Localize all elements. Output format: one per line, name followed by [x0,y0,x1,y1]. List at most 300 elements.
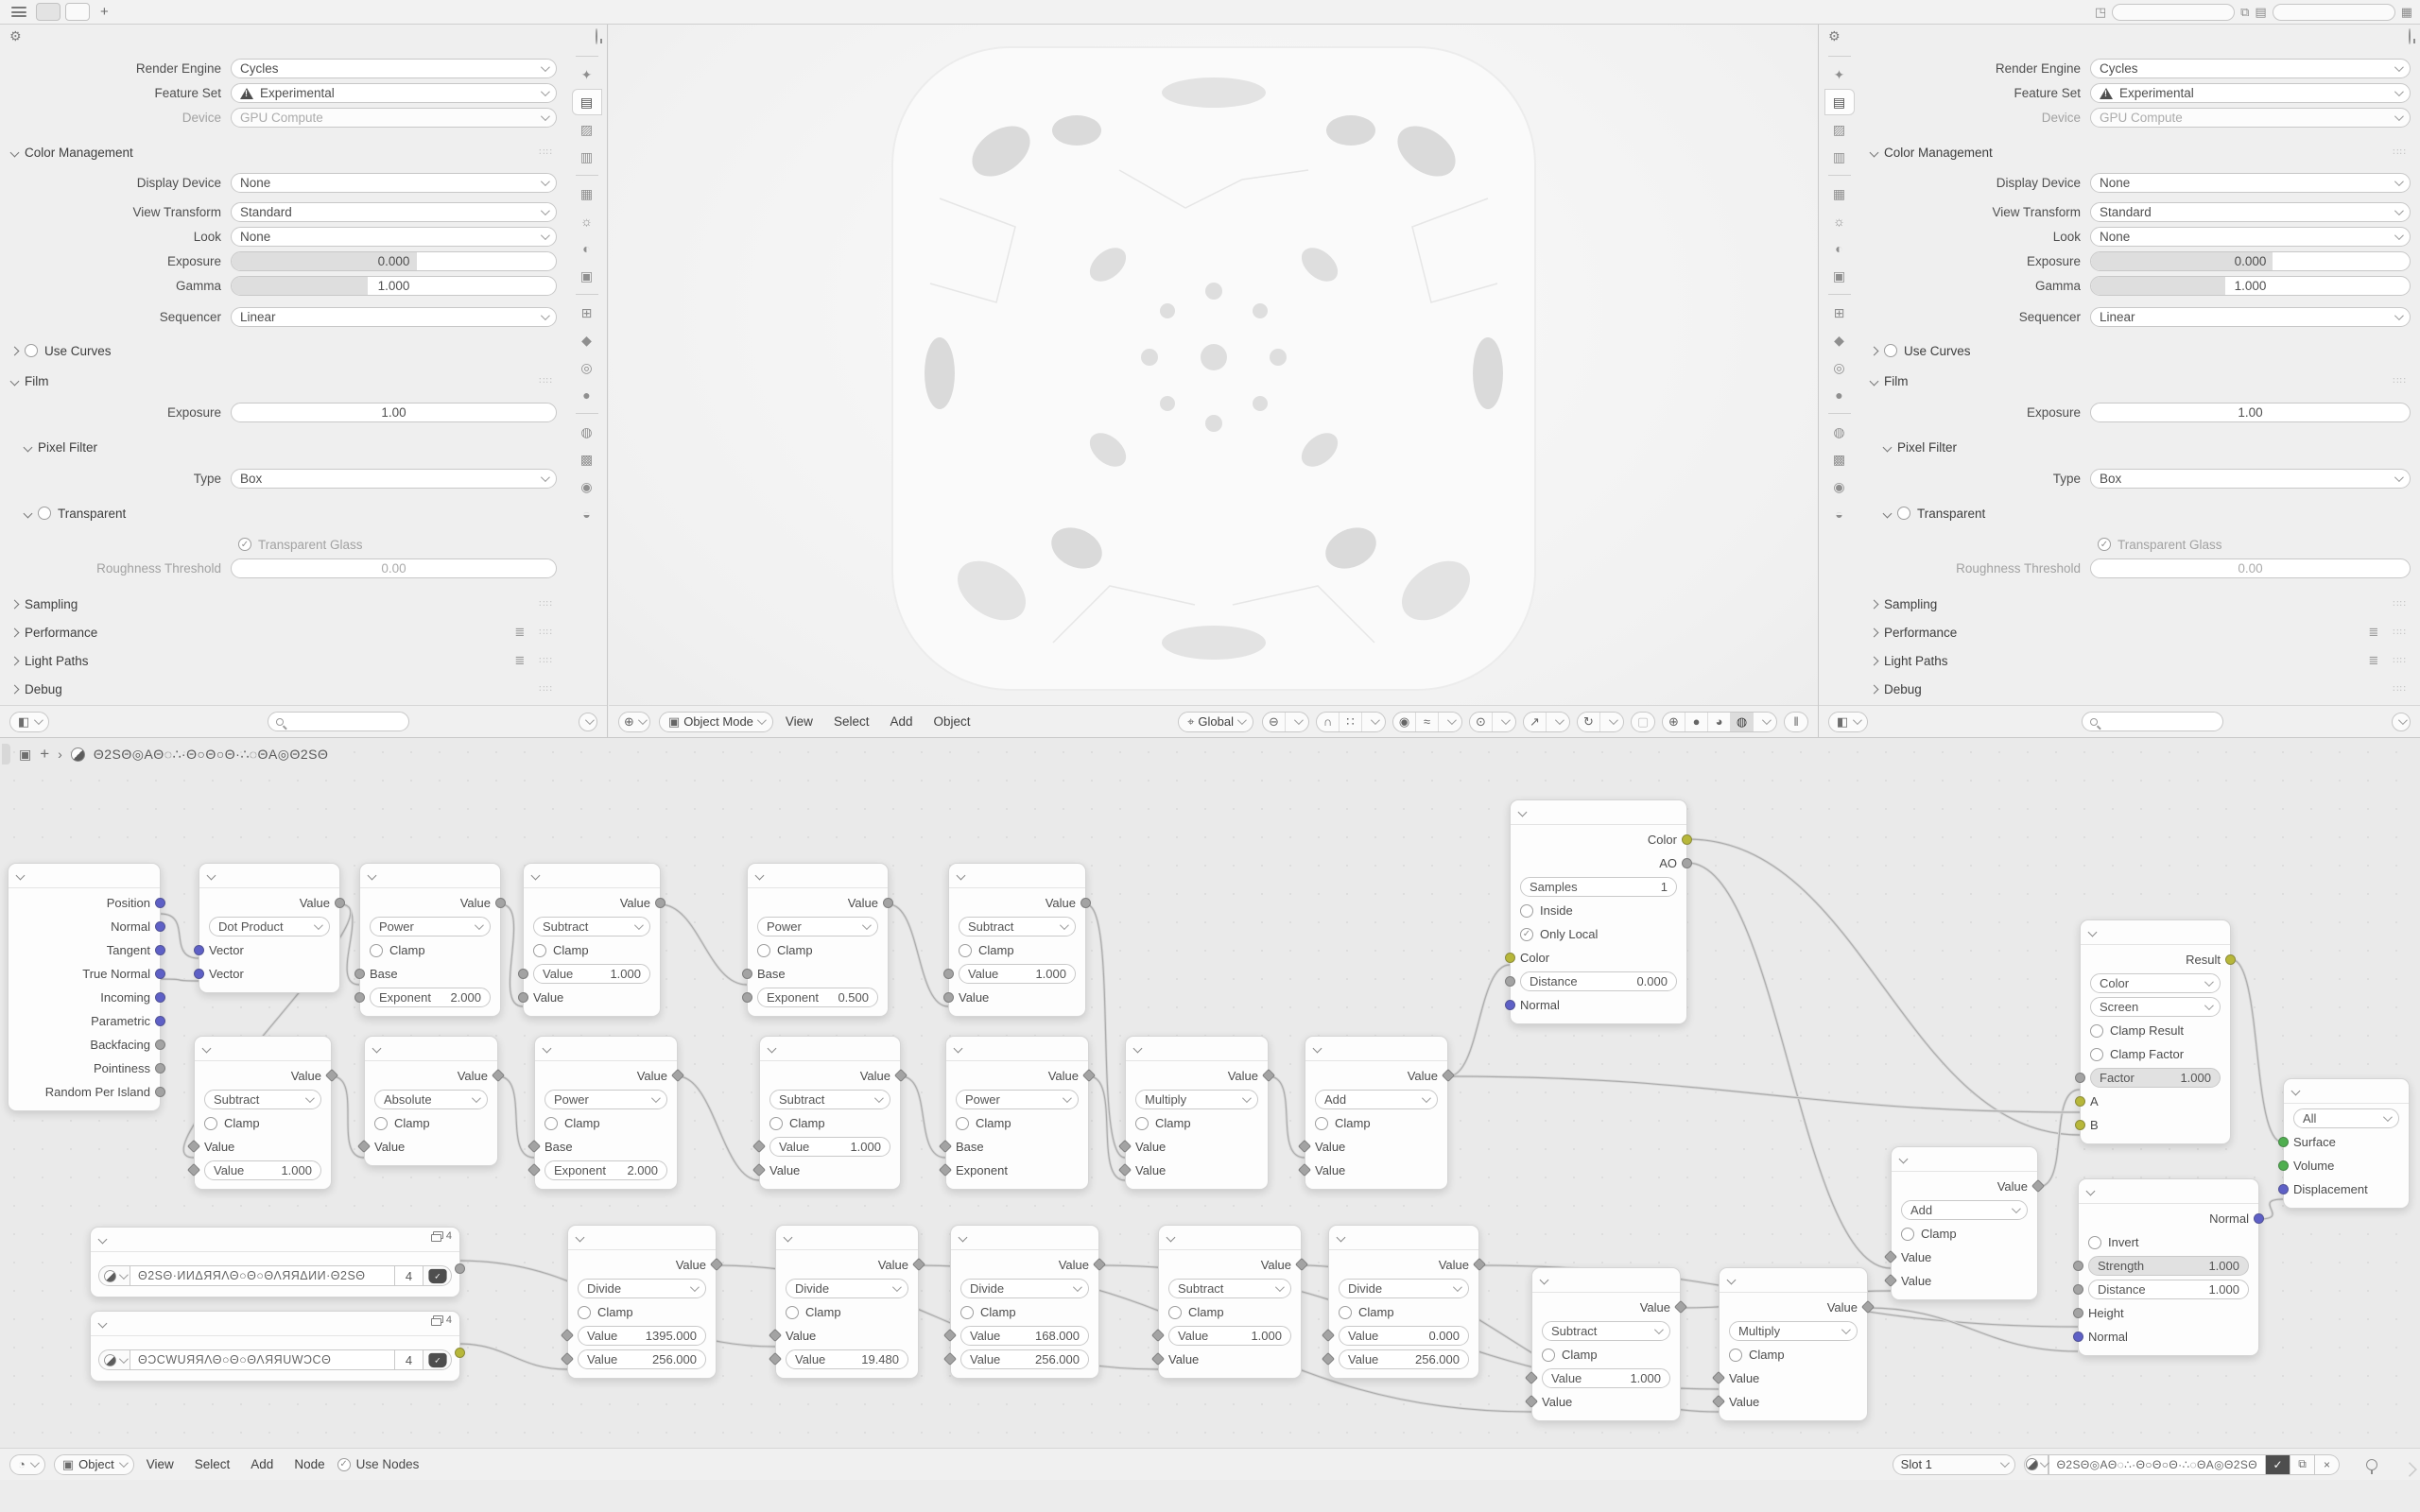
menu-node[interactable]: Node [294,1457,325,1471]
collapse-chevron-icon[interactable] [1540,1276,1549,1285]
section-sampling[interactable] [1859,593,2420,615]
node-math-divide-4[interactable] [1328,1225,1479,1379]
properties-tab-6-icon[interactable]: ◐ [1835,241,1843,256]
unlink-material-icon[interactable]: × [2315,1454,2340,1475]
node-attribute-2[interactable] [90,1311,460,1382]
editor-type-shader-button[interactable] [9,1454,45,1475]
section-film[interactable] [1859,369,2420,392]
subsection-checkbox[interactable] [38,507,51,520]
node-bump[interactable] [2078,1178,2259,1356]
node-number-field[interactable] [1520,877,1677,897]
node-number-field[interactable] [1168,1326,1291,1346]
check-only-local[interactable] [1511,922,1686,946]
properties-tab-0-icon[interactable]: ✦ [1833,66,1845,82]
node-select-multiply[interactable] [1729,1321,1858,1341]
slider-exposure[interactable] [2090,251,2411,271]
check-transparent-glass[interactable] [2098,533,2420,556]
fake-user-shield-icon[interactable]: ✓ [2266,1454,2290,1475]
properties-tab-5-icon[interactable]: ☼ [1833,214,1845,229]
collapse-chevron-icon[interactable] [959,1233,968,1243]
subsection-checkbox[interactable] [1897,507,1910,520]
slider-gamma[interactable] [231,276,557,296]
collapse-chevron-icon[interactable] [954,1044,963,1054]
section-debug[interactable] [0,678,566,700]
node-header[interactable] [91,1312,459,1336]
node-header[interactable] [951,1226,1098,1250]
node-header[interactable] [568,1226,716,1250]
section-performance[interactable] [1859,621,2420,644]
collapse-chevron-icon[interactable] [1313,1044,1322,1054]
shader-context-selector[interactable] [54,1454,134,1475]
node-header[interactable] [760,1037,900,1061]
select-view-transform[interactable] [231,202,557,222]
check-clamp[interactable] [535,1111,677,1135]
node-number-field[interactable] [1520,971,1677,991]
node-math-multiply-2[interactable] [1719,1267,1868,1421]
chevron-down-icon[interactable] [1493,713,1515,731]
properties-tab-14-icon[interactable]: ◉ [580,478,593,494]
node-select-subtract[interactable] [204,1090,321,1109]
chevron-down-icon[interactable] [1600,713,1623,731]
node-header[interactable] [1159,1226,1301,1250]
node-number-field[interactable] [204,1160,321,1180]
node-number-field[interactable] [757,988,878,1007]
chevron-down-icon[interactable] [1362,713,1385,731]
section-light-paths[interactable] [1859,649,2420,672]
chevron-down-icon[interactable] [1547,713,1569,731]
mode-selector[interactable] [659,712,773,732]
check-transparent-glass[interactable] [238,533,566,556]
workspace-tab-1[interactable] [36,3,60,21]
chevron-down-icon[interactable] [1439,713,1461,731]
view-layer-selector[interactable] [2273,4,2395,21]
properties-tab-12-icon[interactable]: ◍ [580,423,593,439]
select-look[interactable] [231,227,557,247]
select-sequencer[interactable] [2090,307,2411,327]
check-invert[interactable] [2079,1230,2258,1254]
properties-tab-8-icon[interactable]: ⊞ [1833,304,1845,320]
collapse-chevron-icon[interactable] [207,871,216,881]
viewport-toggle-icon[interactable]: ↻ [1578,713,1600,731]
collapse-chevron-icon[interactable] [957,871,966,881]
node-math-subtract-2[interactable] [948,863,1086,1017]
slider-gamma[interactable] [2090,276,2411,296]
app-menu-icon[interactable] [11,7,26,17]
node-header[interactable] [1126,1037,1268,1061]
node-header[interactable] [365,1037,497,1061]
slider-exposure[interactable] [231,251,557,271]
editor-type-button[interactable] [9,712,49,732]
search-input[interactable] [2082,712,2223,731]
new-material-copy-icon[interactable]: ⧉ [2290,1454,2315,1475]
list-icon[interactable]: ≣ [2368,653,2379,667]
node-header[interactable] [776,1226,918,1250]
properties-tab-5-icon[interactable]: ☼ [580,214,593,229]
check-clamp[interactable] [1305,1111,1447,1135]
properties-tab-6-icon[interactable]: ◐ [582,241,591,256]
node-number-field[interactable] [370,988,491,1007]
select-view-transform[interactable] [2090,202,2411,222]
collapse-chevron-icon[interactable] [768,1044,777,1054]
node-number-field[interactable] [960,1326,1089,1346]
properties-tab-2-icon[interactable]: ▨ [1832,121,1846,137]
subsection-transparent[interactable] [0,502,566,524]
menu-select[interactable]: Select [194,1457,231,1471]
render-view-icon[interactable]: ▦ [2400,4,2412,19]
properties-tab-9-icon[interactable]: ◆ [581,332,592,348]
viewport-toggle-icon[interactable]: ∷ [1340,713,1362,731]
section-color-management[interactable] [1859,141,2420,163]
viewport-toggle-icon[interactable]: ≈ [1416,713,1439,731]
collapse-chevron-icon[interactable] [16,871,26,881]
copy-scene-icon[interactable]: ⧉ [2240,4,2250,19]
node-header[interactable] [91,1228,459,1252]
attribute-data-icon[interactable] [98,1265,130,1286]
field-exposure[interactable] [231,403,557,422]
menu-view[interactable]: View [146,1457,174,1471]
collapse-chevron-icon[interactable] [202,1044,212,1054]
menu-object[interactable]: Object [933,714,971,729]
select-device[interactable] [231,108,557,128]
node-select-subtract[interactable] [959,917,1076,936]
node-ambient-occlusion[interactable] [1510,799,1687,1024]
node-select-power[interactable] [544,1090,667,1109]
subsection-transparent[interactable] [1859,502,2420,524]
properties-tab-14-icon[interactable]: ◉ [1833,478,1845,494]
properties-tab-2-icon[interactable]: ▨ [579,121,594,137]
collapse-chevron[interactable] [2392,713,2411,731]
viewport-toggle-icon[interactable]: ◕ [1708,713,1731,731]
node-select-subtract[interactable] [533,917,650,936]
properties-tab-1-icon[interactable]: ▤ [573,90,601,114]
node-math-power-2[interactable] [747,863,889,1017]
node-number-field[interactable] [1339,1349,1469,1369]
list-icon[interactable]: ≣ [2368,625,2379,639]
check-clamp[interactable] [365,1111,497,1135]
check-clamp[interactable] [524,938,660,962]
node-dot-product[interactable] [199,863,340,993]
check-clamp[interactable] [760,1111,900,1135]
check-clamp[interactable] [776,1300,918,1324]
node-header[interactable] [524,864,660,888]
node-header[interactable] [9,864,160,888]
node-select-divide[interactable] [786,1279,908,1298]
properties-tab-3-icon[interactable]: ▥ [1832,148,1846,164]
browse-material-button[interactable] [2024,1454,2048,1475]
collapse-chevron-icon[interactable] [1133,1044,1143,1054]
node-math-power-4[interactable] [945,1036,1089,1190]
chevron-down-icon[interactable] [1754,713,1776,731]
collapse-chevron-icon[interactable] [543,1044,552,1054]
properties-tab-4-icon[interactable]: ▦ [1832,185,1846,201]
properties-tab-15-icon[interactable]: ◒ [1835,507,1843,522]
subsection-checkbox[interactable] [25,344,38,357]
collapse-chevron-icon[interactable] [2291,1087,2301,1096]
node-math-subtract-5[interactable] [1158,1225,1302,1379]
node-number-field[interactable] [786,1349,908,1369]
pin-icon[interactable] [2409,28,2411,44]
node-select-add[interactable] [1315,1090,1438,1109]
menu-select[interactable]: Select [833,714,870,729]
tool-icon[interactable]: ⚙ [1828,27,1841,43]
collapse-chevron-icon[interactable] [368,871,377,881]
collapse-chevron-icon[interactable] [372,1044,382,1054]
node-select-screen[interactable] [2090,997,2221,1017]
collapse-chevron-icon[interactable] [784,1233,793,1243]
list-icon[interactable]: ≣ [514,625,526,639]
region-handle[interactable] [2,744,10,765]
check-clamp[interactable] [1532,1343,1680,1366]
node-material-output[interactable] [2283,1078,2410,1209]
add-workspace-button[interactable]: + [100,4,109,20]
editor-mode-icon[interactable]: ▣ [19,746,32,762]
node-math-subtract-1[interactable] [523,863,661,1017]
node-select-multiply[interactable] [1135,1090,1258,1109]
node-header[interactable] [946,1037,1088,1061]
node-select-divide[interactable] [1339,1279,1469,1298]
section-debug[interactable] [1859,678,2420,700]
editor-type-button[interactable] [1828,712,1868,732]
menu-add[interactable]: Add [890,714,913,729]
node-number-field[interactable] [2088,1280,2249,1299]
viewport-3d[interactable] [609,25,1818,737]
collapse-chevron-icon[interactable] [576,1233,585,1243]
node-header[interactable] [535,1037,677,1061]
node-header[interactable] [199,864,339,888]
check-clamp[interactable] [949,938,1085,962]
check-clamp[interactable] [946,1111,1088,1135]
use-nodes-checkbox[interactable] [337,1457,420,1471]
check-clamp-factor[interactable] [2081,1042,2230,1066]
viewport-toggle-icon[interactable]: ↗ [1524,713,1547,731]
list-icon[interactable]: ≣ [514,653,526,667]
properties-tab-8-icon[interactable]: ⊞ [580,304,593,320]
check-clamp[interactable] [360,938,500,962]
select-feature-set[interactable] [231,83,557,103]
viewport-toggle-icon[interactable]: ◍ [1731,713,1754,731]
pin-icon[interactable] [596,28,597,44]
collapse-chevron-icon[interactable] [531,871,541,881]
viewport-toggle-icon[interactable]: ◉ [1393,713,1416,731]
node-math-divide-1[interactable] [567,1225,717,1379]
check-clamp[interactable] [1720,1343,1867,1366]
node-header[interactable] [195,1037,331,1061]
transform-orientation-selector[interactable] [1178,712,1253,732]
node-geometry[interactable] [8,863,161,1111]
node-mix-color[interactable] [2080,919,2231,1144]
node-number-field[interactable] [533,964,650,984]
properties-tab-7-icon[interactable]: ▣ [1832,267,1846,284]
check-clamp[interactable] [1892,1222,2037,1246]
viewport-toggle-icon[interactable]: ▢ [1636,713,1650,729]
node-header[interactable] [1892,1147,2037,1172]
node-number-field[interactable] [769,1137,890,1157]
pin-icon[interactable] [2366,1459,2377,1470]
node-number-field[interactable] [1542,1368,1670,1388]
fake-user-shield-button[interactable] [424,1349,452,1370]
editor-type-3d-button[interactable] [618,712,650,732]
node-math-power-3[interactable] [534,1036,678,1190]
subsection-use-curves[interactable] [0,339,566,362]
select-feature-set[interactable] [2090,83,2411,103]
menu-add[interactable]: Add [251,1457,274,1471]
subsection-use-curves[interactable] [1859,339,2420,362]
node-header[interactable] [360,864,500,888]
section-film[interactable] [0,369,566,392]
node-header[interactable] [1511,800,1686,825]
node-math-subtract-4[interactable] [759,1036,901,1190]
select-display-device[interactable] [2090,173,2411,193]
attribute-name-field[interactable]: Θ2SΘ·ИИΔЯЯΛΘ○Θ○ΘΛЯЯΔИИ·Θ2SΘ [130,1265,395,1286]
node-number-field[interactable] [1339,1326,1469,1346]
viewport-toggle-icon[interactable]: ● [1685,713,1708,731]
node-math-subtract-3[interactable] [194,1036,332,1190]
check-inside[interactable] [1511,899,1686,922]
node-select-subtract[interactable] [1542,1321,1670,1341]
viewport-toggle-icon[interactable]: ⊙ [1470,713,1493,731]
collapse-chevron-icon[interactable] [1727,1276,1737,1285]
properties-tab-15-icon[interactable]: ◒ [582,507,591,522]
node-number-field[interactable] [2090,1068,2221,1088]
properties-tab-7-icon[interactable]: ▣ [579,267,594,284]
collapse-chevron-icon[interactable] [1899,1155,1909,1164]
node-number-field[interactable] [578,1349,706,1369]
node-header[interactable] [748,864,888,888]
material-slot-selector[interactable] [1893,1454,2015,1475]
properties-tab-9-icon[interactable]: ◆ [1834,332,1844,348]
viewport-toggle-icon[interactable]: ∩ [1317,713,1340,731]
select-type[interactable] [2090,469,2411,489]
node-select-divide[interactable] [960,1279,1089,1298]
node-select-power[interactable] [956,1090,1079,1109]
collapse-chevron-icon[interactable] [98,1235,108,1245]
node-select-add[interactable] [1901,1200,2028,1220]
select-sequencer[interactable] [231,307,557,327]
collapse-chevron-icon[interactable] [1518,808,1528,817]
section-light-paths[interactable] [0,649,566,672]
node-header[interactable] [1532,1268,1680,1293]
search-input[interactable] [268,712,409,731]
collapse-chevron-icon[interactable] [1167,1233,1176,1243]
node-math-add-2[interactable] [1891,1146,2038,1300]
properties-tab-13-icon[interactable]: ▩ [579,451,594,467]
node-header[interactable] [949,864,1085,888]
properties-tab-13-icon[interactable]: ▩ [1832,451,1846,467]
node-select-all[interactable] [2293,1108,2399,1128]
node-attribute-1[interactable] [90,1227,460,1297]
check-clamp[interactable] [748,938,888,962]
field-roughness-threshold[interactable] [231,558,557,578]
node-header[interactable] [2079,1179,2258,1204]
node-math-absolute[interactable] [364,1036,498,1166]
material-name-field[interactable]: Θ2SΘ◎AΘ◌∴·Θ○Θ○Θ·∴◌ΘA◎Θ2SΘ [2048,1454,2266,1475]
workspace-tab-2[interactable] [65,3,90,21]
properties-tab-11-icon[interactable]: ● [582,387,591,403]
check-clamp[interactable] [1329,1300,1478,1324]
node-select-absolute[interactable] [374,1090,488,1109]
node-math-divide-3[interactable] [950,1225,1099,1379]
node-select-subtract[interactable] [769,1090,890,1109]
viewport-toggle-icon[interactable]: ⊕ [1663,713,1685,731]
node-select-power[interactable] [370,917,491,936]
node-number-field[interactable] [2088,1256,2249,1276]
check-clamp[interactable] [1126,1111,1268,1135]
properties-tab-1-icon[interactable]: ▤ [1825,90,1854,114]
node-select-dot-product[interactable] [209,917,330,936]
properties-tab-12-icon[interactable]: ◍ [1833,423,1845,439]
section-color-management[interactable] [0,141,566,163]
node-header[interactable] [2081,920,2230,945]
collapse-chevron-icon[interactable] [2086,1187,2096,1196]
node-header[interactable] [1329,1226,1478,1250]
node-math-divide-2[interactable] [775,1225,919,1379]
node-math-power-1[interactable] [359,863,501,1017]
chevron-down-icon[interactable] [1286,713,1308,731]
node-header[interactable] [1720,1268,1867,1293]
shader-node-editor[interactable] [0,737,2420,1480]
node-select-color[interactable] [2090,973,2221,993]
subsection-checkbox[interactable] [1884,344,1897,357]
select-type[interactable] [231,469,557,489]
attribute-name-field[interactable]: ΘƆCWUЯЯΛΘ○Θ○ΘΛЯЯUWƆCΘ [130,1349,395,1370]
node-header[interactable] [2284,1079,2409,1104]
node-select-subtract[interactable] [1168,1279,1291,1298]
viewport-toggle-icon[interactable]: ‖ [1793,714,1799,729]
viewport-toggle-icon[interactable]: ⊖ [1263,713,1286,731]
node-number-field[interactable] [544,1160,667,1180]
check-clamp[interactable] [1159,1300,1301,1324]
properties-tab-10-icon[interactable]: ◎ [580,359,593,375]
properties-tab-11-icon[interactable]: ● [1835,387,1843,403]
node-math-multiply-1[interactable] [1125,1036,1269,1190]
check-clamp[interactable] [951,1300,1098,1324]
node-math-add-1[interactable] [1305,1036,1448,1190]
scene-selector[interactable] [2112,4,2235,21]
select-render-engine[interactable] [231,59,557,78]
node-select-divide[interactable] [578,1279,706,1298]
check-clamp[interactable] [568,1300,716,1324]
collapse-chevron-icon[interactable] [2088,928,2098,937]
collapse-chevron-icon[interactable] [1337,1233,1346,1243]
properties-tab-0-icon[interactable]: ✦ [580,66,593,82]
field-exposure[interactable] [2090,403,2411,422]
fake-user-shield-button[interactable] [424,1265,452,1286]
tool-icon[interactable]: ⚙ [9,27,22,43]
properties-tab-3-icon[interactable]: ▥ [579,148,594,164]
properties-tab-10-icon[interactable]: ◎ [1833,359,1845,375]
section-sampling[interactable] [0,593,566,615]
node-number-field[interactable] [578,1326,706,1346]
node-number-field[interactable] [959,964,1076,984]
section-performance[interactable] [0,621,566,644]
node-number-field[interactable] [960,1349,1089,1369]
select-device[interactable] [2090,108,2411,128]
select-display-device[interactable] [231,173,557,193]
attribute-data-icon[interactable] [98,1349,130,1370]
collapse-chevron-icon[interactable] [98,1319,108,1329]
subsection-pixel-filter[interactable] [1859,436,2420,458]
select-look[interactable] [2090,227,2411,247]
check-clamp-result[interactable] [2081,1019,2230,1042]
collapse-chevron[interactable] [579,713,597,731]
select-render-engine[interactable] [2090,59,2411,78]
subsection-pixel-filter[interactable] [0,436,566,458]
properties-tab-4-icon[interactable]: ▦ [579,185,594,201]
node-header[interactable] [1305,1037,1447,1061]
field-roughness-threshold[interactable] [2090,558,2411,578]
node-math-subtract-6[interactable] [1531,1267,1681,1421]
menu-view[interactable]: View [785,714,813,729]
